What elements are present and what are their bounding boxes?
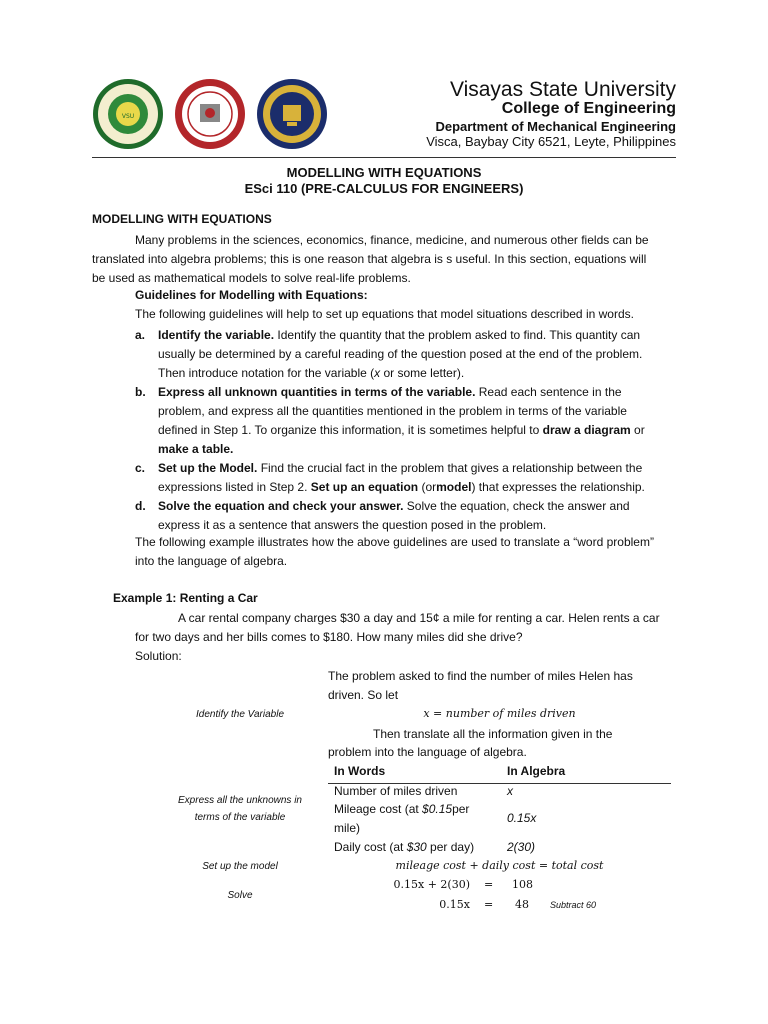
closing-line-1: The following example illustrates how the above guidelines are used to translate a “word problem”	[135, 535, 654, 549]
table-row-3-words-b: per day)	[426, 840, 475, 854]
table-row-3-rate: $30	[406, 840, 427, 854]
variable-definition: x = number of miles driven	[423, 707, 576, 720]
solution-text-3: Then translate all the information given in the	[373, 727, 613, 741]
table-row-2-words-cont: mile)	[334, 821, 360, 835]
guideline-b-draw-diagram: draw a diagram	[542, 423, 631, 437]
guideline-c-line2c: ) that expresses the relationship.	[471, 480, 645, 494]
guideline-b-line2: problem, and express all the quantities mentioned in the problem in terms of the variable	[158, 404, 627, 418]
equation-1-operator: =	[484, 878, 494, 891]
equation-2-right: 48	[515, 898, 529, 911]
guideline-a-variable: x	[374, 366, 381, 380]
guideline-a-line3a: Then introduce notation for the variable (	[158, 366, 375, 380]
guideline-a-title: Identify the variable.	[158, 328, 275, 342]
equation-1-right: 108	[512, 878, 533, 891]
guideline-c-model: model	[436, 480, 472, 494]
svg-text:VSU: VSU	[121, 113, 135, 120]
solution-text-2: driven. So let	[328, 688, 399, 702]
vsu-seal-logo	[92, 78, 164, 150]
solution-text-1: The problem asked to find the number of miles Helen has	[328, 669, 633, 683]
university-address: Visca, Baybay City 6521, Leyte, Philippines	[426, 134, 676, 149]
table-row-2-rate: $0.15	[422, 802, 453, 816]
department-name: Department of Mechanical Engineering	[435, 119, 676, 134]
guideline-a-line1: Identify the quantity that the problem asked to find. This quantity can	[277, 328, 641, 342]
university-name: Visayas State University	[449, 78, 676, 101]
guidelines-heading: Guidelines for Modelling with Equations:	[135, 288, 368, 302]
table-row-2-words-b: per	[452, 802, 470, 816]
guideline-c-set-up-equation: Set up an equation	[310, 480, 419, 494]
guideline-a-text	[158, 326, 679, 383]
step-solve: Solve	[227, 890, 253, 901]
intro-line-1: Many problems in the sciences, economics, finance, medicine, and numerous other fields can be	[135, 233, 649, 247]
guideline-c-text	[158, 459, 679, 497]
guideline-d-line2: express it as a sentence that answers the question posed in the problem.	[158, 518, 547, 532]
guideline-c-or: (or	[421, 480, 437, 494]
guideline-b-or: or	[634, 423, 645, 437]
header-divider	[92, 157, 676, 158]
guidelines-lead: The following guidelines will help to set up equations that model situations described in words.	[135, 307, 634, 321]
guideline-b-title: Express all unknown quantities in terms of the variable.	[158, 385, 476, 399]
table-row-2-words-a: Mileage cost (at	[334, 802, 423, 816]
guideline-a-line3b: or some letter).	[380, 366, 465, 380]
guideline-d-text	[158, 497, 679, 535]
closing-line-2: into the language of algebra.	[135, 554, 288, 568]
guideline-d-label: d.	[135, 499, 146, 513]
document-title: MODELLING WITH EQUATIONS	[286, 165, 482, 180]
intro-line-2: translated into algebra problems; this is one reason that algebra is s useful. In this section, equations will	[92, 252, 647, 266]
example-problem-line-1: A car rental company charges $30 a day and 15¢ a mile for renting a car. Helen rents a car	[178, 611, 660, 625]
example-heading: Example 1: Renting a Car	[113, 591, 258, 605]
guideline-a-line2: usually be determined by a careful reading of the question posed at the end of the problem.	[158, 347, 643, 361]
college-name: College of Engineering	[501, 100, 676, 117]
guideline-d-line1: Solve the equation, check the answer and	[406, 499, 630, 513]
section-heading: MODELLING WITH EQUATIONS	[92, 212, 272, 226]
solution-label: Solution:	[135, 649, 182, 663]
table-row-3-words	[334, 840, 474, 854]
step-set-up-model: Set up the model	[202, 861, 278, 872]
table-row-1-algebra: x	[507, 784, 513, 798]
guideline-b-line1: Read each sentence in the	[478, 385, 622, 399]
step-identify-variable: Identify the Variable	[195, 709, 285, 720]
table-header-algebra: In Algebra	[507, 764, 566, 778]
table-row-1-words: Number of miles driven	[334, 784, 458, 798]
table-header-words: In Words	[334, 764, 386, 778]
guideline-b-line3a: defined in Step 1. To organize this information, it is sometimes helpful to	[158, 423, 540, 437]
guideline-b-text	[158, 383, 679, 459]
mechanical-engineering-seal-logo	[256, 78, 328, 150]
guideline-c-line2a: expressions listed in Step 2.	[158, 480, 308, 494]
solution-text-4: problem into the language of algebra.	[328, 745, 527, 759]
guideline-c-line1: Find the crucial fact in the problem that gives a relationship between the	[260, 461, 643, 475]
table-row-2-words	[334, 802, 469, 816]
guideline-b-label: b.	[135, 385, 146, 399]
intro-line-3: be used as mathematical models to solve real-life problems.	[92, 271, 411, 285]
college-of-engineering-seal-logo	[174, 78, 246, 150]
guideline-a-label: a.	[135, 328, 146, 342]
course-title: ESci 110 (PRE-CALCULUS FOR ENGINEERS)	[244, 181, 524, 196]
table-row-3-words-a: Daily cost (at	[334, 840, 407, 854]
example-problem-line-2: for two days and her bills comes to $180. How many miles did she drive?	[135, 630, 523, 644]
guideline-d-title: Solve the equation and check your answer.	[158, 499, 404, 513]
guideline-c-title: Set up the Model.	[158, 461, 258, 475]
guideline-c-label: c.	[135, 461, 146, 475]
step-express-unknowns-line1: Express all the unknowns in	[178, 795, 302, 806]
equation-2-note: Subtract 60	[550, 900, 597, 910]
equation-2-left: 0.15x	[439, 898, 470, 911]
equation-1-left: 0.15x + 2(30)	[393, 878, 470, 891]
step-express-unknowns-line2: terms of the variable	[194, 812, 286, 823]
model-equation: mileage cost + daily cost = total cost	[395, 859, 604, 872]
step-express-unknowns	[155, 792, 325, 826]
equation-2-operator: =	[484, 898, 494, 911]
table-row-2-algebra: 0.15x	[507, 811, 537, 825]
guideline-b-make-table: make a table.	[158, 442, 234, 456]
table-row-3-algebra: 2(30)	[507, 840, 536, 854]
